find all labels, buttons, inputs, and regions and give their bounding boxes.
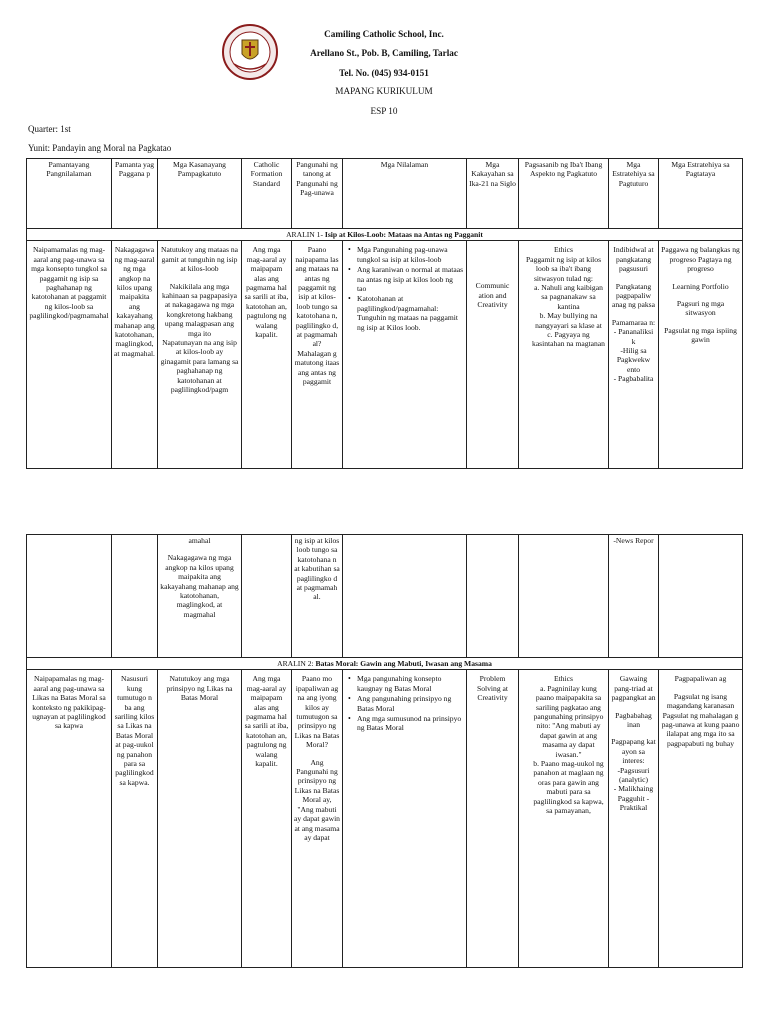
content-standard: Naipapamalas ng mag-aaral ang pag-unawa sa Likas na Batas Moral sa konteksto ng pakikipag-ugnayan at paglilingkod sa kapwa [27, 670, 112, 968]
column-header: Mga Nilalaman [343, 159, 467, 229]
integration: Ethics a. Pagninilay kung paano maipapakita sa sariling pagkatao ang pangunahing prinsipyo nito: "Ang mabuti ay dapat gawin at ang masama ay dapat iwasan." b. Paano mag-uukol ng panahon at maglaan ng oras para gawin ang mabuti para sa paglilingkod sa kapwa, sa pamayanan, [519, 670, 609, 968]
teaching-strategies: -News Repor [609, 535, 659, 658]
column-header: Pamantayang Pangnilalaman [27, 159, 112, 229]
list-item: • Mga Pangunahing pag-unawa tungkol sa isip at kilos-loob [345, 245, 464, 264]
list-item: b. May bullying na nangyayari sa klase at [535, 311, 602, 330]
table-row [27, 535, 743, 658]
document-title: MAPANG KURIKULUM [335, 86, 433, 96]
list-item: • Ang karaniwan o normal at mataas na antas ng isip at kilos loob ng tao [345, 265, 464, 293]
column-header: Mga Kakayahan sa Ika-21 na Siglo [467, 159, 519, 229]
teaching-strategies: Indibidwal at pangkatang pagsusuri Pangkatang pagpapaliw anag ng paksa Pamamaraa n: - Pananaliksi k -Hilig sa Pagkwekw ento - Pagbabalita [609, 241, 659, 469]
subject-label: ESP 10 [370, 106, 398, 116]
table-header-row [27, 159, 743, 229]
learning-competencies: Natutukoy ang mataas na gamit at tunguhin ng isip at kilos-loob Nakikilala ang mga kahinaan sa pagpapasiya at nakagagawa ng mga kongkretong hakbang upang malagpasan ang mga ito Napatunayan na ang isip at kilos-loob ay ginagamit para lamang sa paghahanap ng katotohanan at paglilingkod/pagm [158, 241, 242, 469]
section-heading: ARALIN 1- Isip at Kilos-Loob: Mataas na Antas ng Pagganit [27, 229, 743, 241]
column-header: Mga Estratehiya sa Pagtataya [659, 159, 743, 229]
learning-competencies: amahal Nakagagawa ng mga angkop na kilos upang maipakita ang kakayahang mahanap ang katotohanan, maglingkod, at magmahal [158, 535, 242, 658]
column-header: Pagsasanib ng Iba't Ibang Aspekto ng Pagkatuto [519, 159, 609, 229]
section-title: Batas Moral: Gawin ang Mabuti, Iwasan ang Masama [315, 659, 492, 668]
list-item: • Mga pangunahing konsepto kaugnay ng Batas Moral [345, 674, 464, 693]
section-title: Isip at Kilos-Loob: Mataas na Antas ng Pagganit [324, 230, 483, 239]
catholic-formation-standard: Ang mga mag-aaral ay maipapam alas ang pagmama hal sa sarili at iba, katotohan an, pagtulong ng walang kapalit. [242, 241, 292, 469]
table-row [27, 241, 743, 469]
essential-question: ng isip at kilos loob tungo sa katotohana n at kabutihan sa paglilingko d at pagmamah al. [292, 535, 343, 658]
school-telephone: Tel. No. (045) 934-0151 [339, 68, 429, 78]
section-heading: ARALIN 2: Batas Moral: Gawin ang Mabuti, Iwasan ang Masama [27, 658, 743, 670]
unit-label: Yunit: Pandayin ang Moral na Pagkatao [28, 143, 172, 153]
list-item: • Katotohanan at paglilingkod/pagmamahal: Tunguhin ng mataas na paggamit ng isip at Kilos loob. [345, 294, 464, 332]
table-row [27, 670, 743, 968]
content-standard: Naipamamalas ng mag-aaral ang pag-unawa sa mga konsepto tungkol sa paggamit ng isip sa paghahanap ng katotohanan at paggamit ng kilos-loob sa paglilingkod/pagmamahal [27, 241, 112, 469]
assessment-strategies: Pagpapaliwan ag Pagsulat ng isang magandang karanasan Pagsulat ng mahalagan g pag-unawa at kung paano ilalapat ang mga ito sa pagpapabuti ng buhay [659, 670, 743, 968]
performance-standard: Nakagagawa ng mag-aaral ng mga angkop na kilos upang maipakita ang kakayahang mahanap ang katotohanan, maglingkod, at magmahal. [112, 241, 158, 469]
assessment-strategies: Paggawa ng balangkas ng progreso Pagtaya ng progreso Learning Portfolio Pagsuri ng mga sitwasyon Pagsulat ng mga ispiing gawin [659, 241, 743, 469]
21st-century-skills: Problem Solving at Creativity [467, 670, 519, 968]
section-row-aralin-1 [27, 229, 743, 241]
list-item: • Ang mga sumusunod na prinsipyo ng Batas Moral [345, 714, 464, 733]
curriculum-table-part-1 [26, 158, 743, 469]
school-name: Camiling Catholic School, Inc. [324, 29, 444, 39]
essential-question: Paano naipapama las ang mataas na antas ng paggamit ng isip at kilos-loob tungo sa katotohana n, paglilingko d, at pagmamah al? Mahalagan g matutong itaas ang antas ng paggamit [292, 241, 343, 469]
school-address: Arellano St., Pob. B, Camiling, Tarlac [310, 48, 458, 58]
list-item: a. Nahuli ang kaibigan sa pagnanakaw sa kantina [534, 283, 603, 311]
essential-question: Paano mo ipapaliwan ag na ang iyong kilos ay tumutugon sa prinsipyo ng Likas na Batas Moral? Ang Pangunahi ng prinsipyo ng Likas na Batas Moral ay, "Ang mabuti ay dapat gawin at ang masama ay dapat [292, 670, 343, 968]
column-header: Catholic Formation Standard [242, 159, 292, 229]
performance-standard: Nasusuri kung tumutugo n ba ang sariling kilos sa Likas na Batas Moral at pag-uukol ng panahon para sa paglilingkod sa kapwa. [112, 670, 158, 968]
list-item: a. Pagninilay kung paano maipapakita sa sariling pagkatao ang pangunahing prinsipyo nito: "Ang mabuti ay dapat gawin at ang masama ay dapat iwasan." [533, 683, 604, 759]
list-item: c. Pagyaya ng kasintahan na magtanan [532, 330, 605, 349]
curriculum-table-part-2 [26, 534, 743, 968]
integration: Ethics Paggamit ng isip at kilos loob sa iba't ibang sitwasyon tulad ng: a. Nahuli ang kaibigan sa pagnanakaw sa kantina b. May bullying na nangyayari sa klase at c. Pagyaya ng kasintahan na magtanan [519, 241, 609, 469]
teaching-strategies: Gawaing pang-triad at pagpangkat an Pagbabahag inan Pagpapang kat ayon sa interes: -Pagsusuri (analytic) - Malikhaing Pagguhit -Praktikal [609, 670, 659, 968]
catholic-formation-standard: Ang mga mag-aaral ay maipapam alas ang pagmama hal sa sarili at iba, katotohan an, pagtulong ng walang kapalit. [242, 670, 292, 968]
column-header: Mga Kasanayang Pampagkatuto [158, 159, 242, 229]
column-header: Mga Estratehiya sa Pagtuturo [609, 159, 659, 229]
column-header: Pamanta yag Paggana p [112, 159, 158, 229]
list-item: b. Paano mag-uukol ng panahon at maglaan ng oras para gawin ang mabuti para sa paglilingkod sa kapwa, sa pamayanan, [533, 759, 604, 816]
column-header: Pangunahi ng tanong at Pangunahi ng Pag-unawa [292, 159, 343, 229]
quarter-label: Quarter: 1st [28, 124, 71, 134]
section-row-aralin-2 [27, 658, 743, 670]
content-list [343, 670, 467, 968]
learning-competencies: Natutukoy ang mga prinsipyo ng Likas na Batas Moral [158, 670, 242, 968]
21st-century-skills: Communic ation and Creativity [467, 241, 519, 469]
content-list [343, 241, 467, 469]
document-header [0, 18, 768, 128]
list-item: • Ang pangunahing prinsipyo ng Batas Moral [345, 694, 464, 713]
